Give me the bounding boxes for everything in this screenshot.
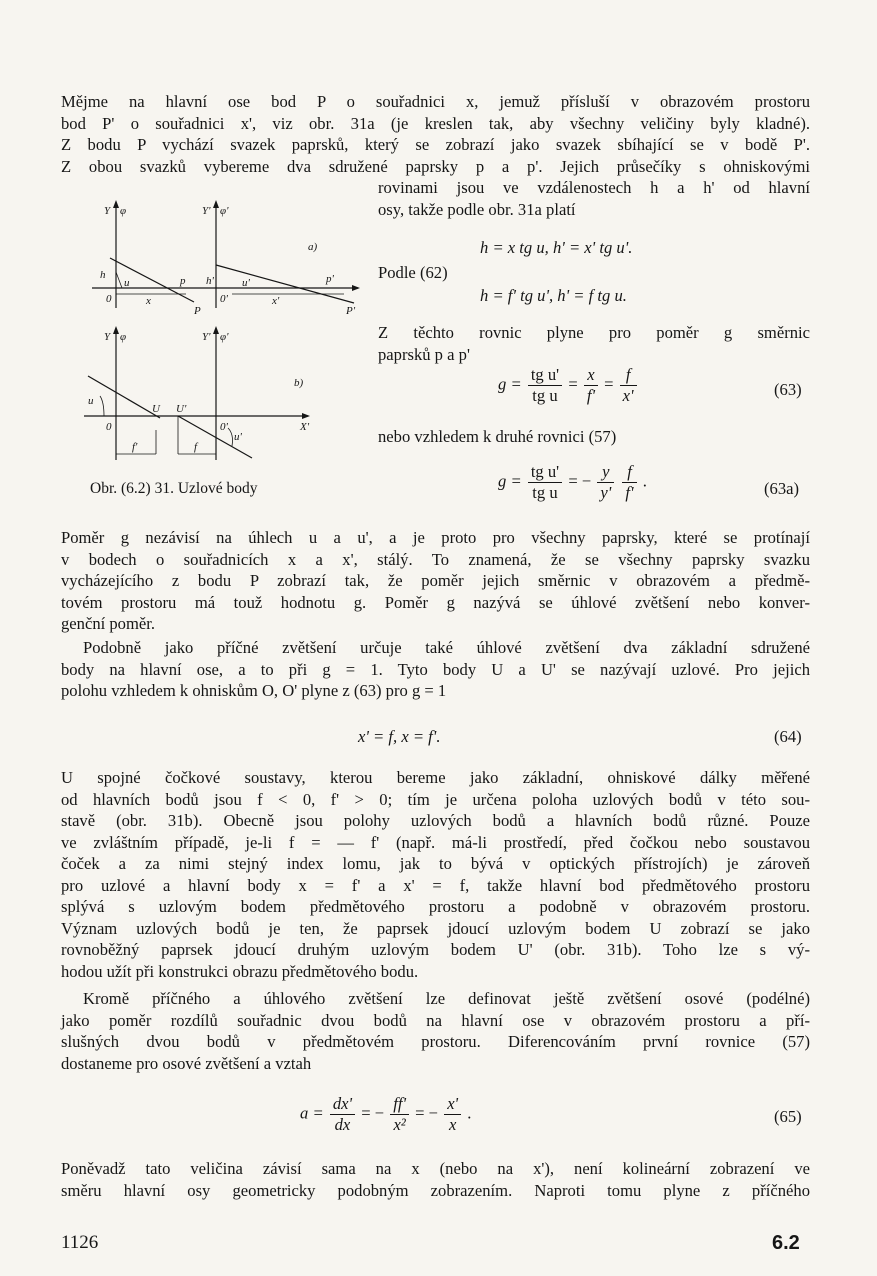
label-u-b: u [88,395,94,407]
denominator: x [448,1115,457,1134]
eq-dot: . [642,471,647,491]
paragraph-3 [61,527,810,635]
equation-63 [498,365,639,406]
equation-number-64: (64) [774,727,802,746]
eq-sign: = − [415,1103,439,1123]
equation-63a [498,462,647,503]
angle-arc-u-prime [228,428,233,446]
label-u: u [124,277,130,289]
eq-sign: = − [361,1103,385,1123]
equation-64: x' = f, x = f'. [358,727,441,746]
label-Y-b: Y [104,331,111,343]
text-line: Mějme na hlavní ose bod P o souřadnici x, jemuž přísluší v obrazovém prostoru [61,92,810,111]
text-line: od hlavních bodů jsou f < 0, f' > 0; tím je určena poloha uzlových bodů v této sou- [61,789,810,809]
label-a: a) [308,241,318,253]
equation-number-63a: (63a) [764,479,800,498]
text-line: Poněvadž tato veličina závisí sama na x (nebo na x'), není kolineární zobrazení ve [61,1159,810,1178]
label-Y-prime-b: Y' [202,331,211,343]
text-line: vycházejícího z bodu P zobrazí tak, že poměr jejich směrnic v obrazovém a předmě- [61,571,810,590]
denominator: f' [625,483,634,502]
text-line: splývá s uzlovým bodem předmětového prostoru a podobně v obrazovém prostoru. [61,897,810,916]
fraction [444,1094,461,1135]
eq-sign: = [568,374,578,394]
text-line: dostaneme pro osové zvětšení a vztah [61,1053,312,1073]
label-f-prime: f' [132,441,138,453]
text-line: Kromě příčného a úhlového zvětšení lze definovat ještě zvětšení osové (podélné) [83,989,810,1008]
text-line: rovinami jsou ve vzdálenostech h a h' od hlavní [378,178,810,197]
arrow-y-b-prime [213,326,219,334]
denominator: x' [622,386,634,405]
text-line: pro uzlové a hlavní body x = f' a x' = f, takže hlavní bod předmětového prostoru [61,875,810,895]
text-line: U spojné čočkové soustavy, kterou bereme jako základní, ohniskové dálky měřené [61,768,810,787]
equation-number-65: (65) [774,1107,802,1126]
paragraph-6 [61,988,810,1074]
label-x-prime: x' [272,295,280,307]
text-nebo: nebo vzhledem k druhé rovnici (57) [378,427,617,446]
text-line: Poměr g nezávisí na úhlech u a u', a je proto pro všechny paprsky, které se protínají [61,528,810,547]
arrow-y-b [113,326,119,334]
text-line: Podobně jako příčné zvětšení určuje také úhlové zvětšení dva základní sdružené [83,638,810,657]
arrow-y-a [113,200,119,208]
denominator: x² [393,1115,406,1134]
equation-h: h = x tg u, h' = x' tg u'. [480,238,633,257]
fraction [620,365,637,406]
numerator: f [622,462,636,483]
fraction [390,1094,409,1135]
denominator: dx [334,1115,351,1134]
eq-sign: = − [568,471,592,491]
label-X-prime: X' [300,421,310,433]
numerator: x [584,365,598,386]
numerator: tg u' [528,462,562,483]
label-O: 0 [106,293,112,305]
text-line: Z obou svazků vybereme dva sdružené paprsky p a p'. Jejich průsečíky s ohniskovými [61,156,810,176]
equation-h-62: h = f' tg u', h' = f tg u. [480,286,627,305]
figure-31-diagram [82,190,372,470]
text-line: genční poměr. [61,614,156,633]
text-line: směru hlavní osy geometricky podobným zobrazením. Naproti tomu plyne z příčného [61,1180,810,1200]
text-line: Z těchto rovnic plyne pro poměr g směrnic [378,323,810,342]
text-line: Význam uzlových bodů je ten, že paprsek jdoucí uzlovým bodem U zobrazí se jako [61,918,810,938]
text-line: rovnoběžný paprsek jdoucí druhým uzlovým bodem U' (obr. 31b). Toho lze s vý- [61,940,810,959]
denominator: tg u [532,483,558,502]
label-f: f [194,441,198,453]
fraction [528,365,562,406]
numerator: ff' [390,1094,409,1115]
fraction [597,462,614,503]
arrow-axis-b [302,413,310,419]
eq-lhs: g = [498,471,522,491]
text-line: Z bodu P vychází svazek paprsků, který se zobrazí jako svazek sbíhající se v bodě P'. [61,135,810,154]
text-line: bod P' o souřadnici x', viz obr. 31a (je kreslen tak, aby všechny veličiny byly kladné). [61,113,810,133]
h-marker [116,272,122,288]
text-line: polohu vzhledem k ohniskům O, O' plyne z (63) pro g = 1 [61,681,447,700]
label-b: b) [294,377,304,389]
label-phi-prime-b: φ' [220,331,229,343]
label-podle: Podle (62) [378,263,448,282]
text-line: paprsků p a p' [378,344,470,364]
label-P-prime: P' [346,305,356,317]
arrow-y-a-prime [213,200,219,208]
text-line: stavě (obr. 31b). Obecně jsou polohy uzlových bodů a hlavních bodů různé. Pouze [61,811,810,830]
numerator: f [620,365,637,386]
paragraph-1 [61,91,810,177]
label-u-prime: u' [242,277,250,289]
label-P: P [194,305,201,317]
text-line: tovém prostoru má touž hodnotu g. Poměr g nazývá se úhlové zvětšení nebo konver- [61,592,810,612]
text-line: body na hlavní ose, a to při g = 1. Tyto body U a U' se nazývají uzlové. Pro jejich [61,659,810,679]
label-O-b: 0 [106,421,112,433]
text-line: v bodech o souřadnicích x a x', stálý. To znamená, že se všechny paprsky svazku [61,549,810,569]
paragraph-1-continued [378,177,810,220]
fraction [528,462,562,503]
label-p-prime: p' [326,273,334,285]
text-line: jako poměr rozdílů souřadnic dvou bodů na hlavní ose v obrazovém prostoru a pří- [61,1010,810,1030]
denominator: y' [600,483,612,502]
label-phi-prime: φ' [220,205,229,217]
chapter-number: 6.2 [772,1232,800,1254]
label-phi-b: φ [120,331,127,343]
text-line: hodou užít při konstrukci obrazu předmětového bodu. [61,961,419,981]
label-U: U [152,403,160,415]
equation-number-63: (63) [774,380,802,399]
paragraph-4 [61,637,810,702]
text-line: slušných dvou bodů v předmětovém prostoru. Diferencováním první rovnice (57) [61,1032,810,1051]
ray-u [88,376,160,418]
text-line: ve zvláštním případě, je-li f = — f' (např. má-li prostředí, před čočkou nebo soustavou [61,832,810,852]
fraction [330,1094,355,1135]
angle-arc-u [100,396,104,416]
eq-dot: . [467,1103,472,1123]
fraction [584,365,598,406]
eq-lhs: a = [300,1103,324,1123]
label-phi: φ [120,205,127,217]
eq-sign: = [604,374,614,394]
fraction [622,462,636,503]
label-x: x [146,295,151,307]
text-line: čoček a za nimi stejný index lomu, jak to bývá v optických přístrojích) je zároveň [61,854,810,873]
numerator: dx' [330,1094,355,1115]
page-number: 1126 [61,1232,99,1253]
label-O-prime-b: 0' [220,421,228,433]
label-U-prime: U' [176,403,187,415]
label-h-prime: h' [206,275,214,287]
label-Y-prime: Y' [202,205,211,217]
text-line: osy, takže podle obr. 31a platí [378,199,576,219]
numerator: x' [444,1094,461,1115]
equation-65 [300,1094,471,1135]
arrow-axis-a [352,285,360,291]
label-h: h [100,269,106,281]
label-p: p [180,275,186,287]
label-O-prime: 0' [220,293,228,305]
numerator: y [597,462,614,483]
paragraph-7 [61,1158,810,1201]
figure-caption: Obr. (6.2) 31. Uzlové body [90,480,258,497]
denominator: tg u [532,386,558,405]
label-Y: Y [104,205,111,217]
paragraph-2 [378,322,810,365]
denominator: f' [586,386,595,405]
paragraph-5 [61,767,810,982]
label-u-prime-b: u' [234,431,242,443]
numerator: tg u' [528,365,562,386]
eq-lhs: g = [498,374,522,394]
